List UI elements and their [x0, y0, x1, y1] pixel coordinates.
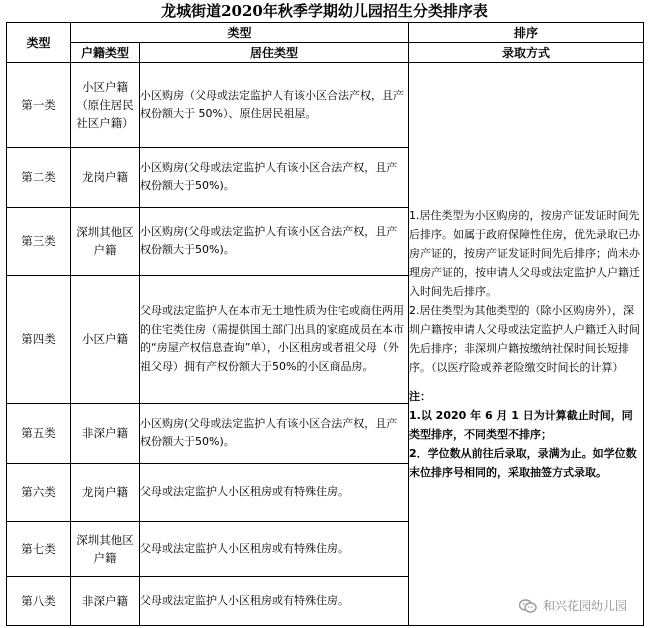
table-row — [7, 63, 644, 148]
note-title: 注： — [409, 390, 432, 404]
row-residence: 父母或法定监护人小区租房或有特殊住房。 — [140, 521, 409, 577]
row-hukou: 深圳其他区户籍 — [71, 521, 140, 577]
row-hukou: 龙岗户籍 — [71, 147, 140, 207]
ranking-rule-2: 2.居住类型为其他类型的（除小区购房外），深圳户籍按申请人父母或法定监护人户籍迁入时间先后排序；非深圳户籍按缴纳社保时间长短排序。（以医疗险或养老险缴交时间长的计算） — [409, 304, 641, 375]
ranking-cell — [409, 63, 644, 626]
row-residence: 小区购房（父母或法定监护人有该小区合法产权，且产权份额大于 50%）、原住居民祖屋。 — [140, 63, 409, 148]
row-category: 第六类 — [7, 463, 71, 521]
row-hukou: 深圳其他区户籍 — [71, 207, 140, 275]
header-ranking: 排序 — [409, 23, 644, 43]
row-category: 第五类 — [7, 403, 71, 463]
row-hukou: 非深户籍 — [71, 577, 140, 626]
row-category: 第四类 — [7, 275, 71, 403]
header-type-group: 类型 — [71, 23, 409, 43]
row-residence: 父母或法定监护人小区租房或有特殊住房。 — [140, 577, 409, 626]
watermark-text: 和兴花园幼儿园 — [542, 599, 627, 613]
row-hukou: 非深户籍 — [71, 403, 140, 463]
row-category: 第八类 — [7, 577, 71, 626]
row-hukou: 龙岗户籍 — [71, 463, 140, 521]
header-hukou-type: 户籍类型 — [71, 42, 140, 63]
note-2: 2．学位数从前往后录取，录满为止。如学位数末位排序号相同的，采取抽签方式录取。 — [409, 447, 637, 480]
row-residence: 父母或法定监护人在本市无土地性质为住宅或商住两用的住宅类住房（需提供国土部门出具的家庭成员在本市的“房屋产权信息查询”单），小区租房或者祖父母（外祖父母）拥有产权份额大于50%的小区商品房。 — [140, 275, 409, 403]
row-category: 第七类 — [7, 521, 71, 577]
header-admission-method: 录取方式 — [409, 42, 644, 63]
row-residence: 小区购房(父母或法定监护人有该小区合法产权，且产权份额大于50%)。 — [140, 403, 409, 463]
row-residence: 小区购房(父母或法定监护人有该小区合法产权，且产权份额大于50%)。 — [140, 207, 409, 275]
row-category: 第二类 — [7, 147, 71, 207]
header-residence-type: 居住类型 — [140, 42, 409, 63]
row-hukou: 小区户籍（原住居民社区户籍） — [71, 63, 140, 148]
watermark — [519, 597, 627, 614]
header-category: 类型 — [7, 23, 71, 63]
row-residence: 父母或法定监护人小区租房或有特殊住房。 — [140, 463, 409, 521]
admission-table — [6, 22, 644, 626]
wechat-icon — [519, 599, 537, 613]
page-title: 龙城街道2020年秋季学期幼儿园招生分类排序表 — [161, 2, 488, 20]
row-category: 第三类 — [7, 207, 71, 275]
row-hukou: 小区户籍 — [71, 275, 140, 403]
note-1: 1.以 2020 年 6 月 1 日为计算截止时间，同类型排序，不同类型不排序； — [409, 409, 633, 442]
row-category: 第一类 — [7, 63, 71, 148]
ranking-rule-1: 1.居住类型为小区购房的，按房产证发证时间先后排序。如属于政府保障性住房，优先录取已办房产证的，按房产证发证时间先后排序；尚未办理房产证的，按申请人父母或法定监护人户籍迁入时间先后排序。 — [409, 209, 641, 299]
row-residence: 小区购房(父母或法定监护人有该小区合法产权，且产权份额大于50%)。 — [140, 147, 409, 207]
